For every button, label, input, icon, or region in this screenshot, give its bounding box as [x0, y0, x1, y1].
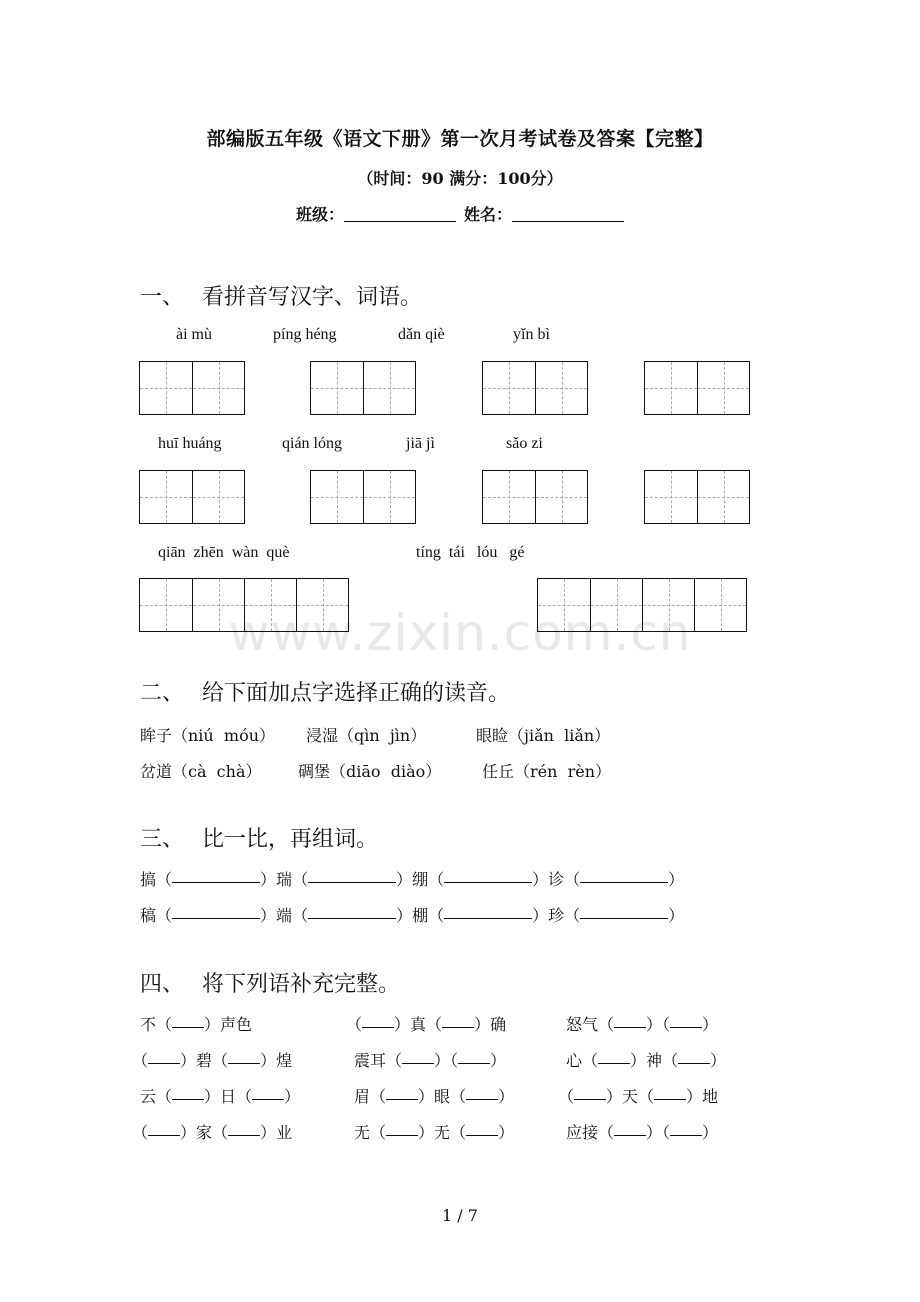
answer-blank[interactable] [362, 1027, 394, 1028]
grid-cell[interactable] [697, 471, 749, 523]
char: 确 [490, 1015, 507, 1034]
answer-blank[interactable] [386, 1099, 418, 1100]
grid-cell[interactable] [311, 471, 363, 523]
answer-blank[interactable] [654, 1099, 686, 1100]
grid-cell[interactable] [140, 579, 192, 631]
char: 眉 [354, 1087, 371, 1106]
char: 瑞 [276, 870, 293, 889]
answer-blank[interactable] [148, 1135, 180, 1136]
answer-blank[interactable] [466, 1099, 498, 1100]
grid-cell[interactable] [697, 362, 749, 414]
idiom-item: （ ）碧（ ）煌 [132, 1051, 293, 1070]
idiom-item: （ ）家（ ）业 [132, 1123, 293, 1142]
watermark: www.zixin.com.cn [228, 604, 692, 662]
class-blank[interactable] [344, 205, 456, 222]
pinyin: huī huáng [158, 435, 222, 452]
section-number: 四、 [140, 972, 185, 997]
char: 稿 [140, 906, 157, 925]
answer-blank[interactable] [252, 1099, 284, 1100]
char: 搞 [140, 870, 157, 889]
section-title: 给下面加点字选择正确的读音。 [202, 681, 511, 706]
answer-blank[interactable] [574, 1099, 606, 1100]
answer-blank[interactable] [678, 1063, 710, 1064]
answer-blank[interactable] [442, 1027, 474, 1028]
answer-blank[interactable] [580, 882, 668, 883]
page-number: 1 / 7 [442, 1206, 478, 1225]
answer-blank[interactable] [148, 1063, 180, 1064]
writing-grid[interactable] [310, 470, 416, 524]
grid-cell[interactable] [192, 471, 244, 523]
idiom-item: （ ）天（ ）地 [558, 1087, 719, 1106]
answer-blank[interactable] [614, 1135, 646, 1136]
char: 心 [566, 1051, 583, 1070]
writing-grid[interactable] [537, 578, 747, 632]
char: 无 [354, 1123, 371, 1142]
answer-blank[interactable] [670, 1135, 702, 1136]
section-title: 将下列语补充完整。 [202, 972, 401, 997]
grid-cell[interactable] [192, 362, 244, 414]
answer-blank[interactable] [402, 1063, 434, 1064]
pinyin: ài mù [176, 326, 212, 343]
answer-blank[interactable] [614, 1027, 646, 1028]
answer-blank[interactable] [444, 882, 532, 883]
idiom-item: 眉（ ）眼（ ） [354, 1087, 515, 1106]
pinyin: tíng tái lóu gé [416, 544, 525, 561]
section-title: 看拼音写汉字、词语。 [202, 285, 423, 310]
pinyin: jiā jì [406, 435, 435, 452]
writing-grid[interactable] [482, 470, 588, 524]
section-1-heading [140, 280, 422, 311]
grid-cell[interactable] [645, 362, 697, 414]
pinyin: píng héng [273, 326, 337, 343]
student-info-row [0, 202, 920, 225]
char: 真 [410, 1015, 427, 1034]
pinyin: sǎo zi [506, 435, 543, 452]
answer-blank[interactable] [308, 882, 396, 883]
answer-blank[interactable] [228, 1063, 260, 1064]
pinyin: yǐn bì [513, 326, 550, 343]
grid-cell[interactable] [642, 579, 694, 631]
grid-cell[interactable] [538, 579, 590, 631]
idiom-item: 云（ ）日（ ） [140, 1087, 301, 1106]
section-title: 比一比，再组词。 [202, 827, 379, 852]
char: 眼 [434, 1087, 451, 1106]
answer-blank[interactable] [172, 882, 260, 883]
writing-grid[interactable] [644, 361, 750, 415]
char: 震耳 [354, 1051, 387, 1070]
grid-cell[interactable] [192, 579, 244, 631]
grid-cell[interactable] [694, 579, 746, 631]
answer-blank[interactable] [172, 1027, 204, 1028]
char: 日 [220, 1087, 237, 1106]
class-label: 班级： [295, 205, 344, 224]
char: 怒气 [566, 1015, 599, 1034]
char: 业 [276, 1123, 293, 1142]
exam-info: （时间：90 满分：100分） [357, 169, 563, 188]
grid-cell[interactable] [483, 362, 535, 414]
reading-item: 碉堡（diāo diào） [298, 762, 442, 781]
answer-blank[interactable] [386, 1135, 418, 1136]
char: 天 [622, 1087, 639, 1106]
grid-cell[interactable] [483, 471, 535, 523]
answer-blank[interactable] [466, 1135, 498, 1136]
writing-grid[interactable] [139, 578, 349, 632]
grid-cell[interactable] [311, 362, 363, 414]
answer-blank[interactable] [228, 1135, 260, 1136]
char: 不 [140, 1015, 157, 1034]
char: 绷 [412, 870, 429, 889]
idiom-item: 震耳（ ）（ ） [354, 1051, 507, 1070]
pinyin: qiān zhēn wàn què [158, 544, 290, 561]
char: 端 [276, 906, 293, 925]
grid-cell[interactable] [535, 362, 587, 414]
answer-blank[interactable] [580, 918, 668, 919]
reading-item: 眸子（niú móu） [140, 726, 276, 745]
idiom-item: （ ）真（ ）确 [346, 1015, 507, 1034]
grid-cell[interactable] [363, 471, 415, 523]
char: 神 [646, 1051, 663, 1070]
reading-item: 岔道（cà chà） [140, 762, 262, 781]
section-2-heading [140, 676, 510, 707]
idiom-item: 怒气（ ）（ ） [566, 1015, 719, 1034]
char: 声色 [220, 1015, 253, 1034]
grid-cell[interactable] [244, 579, 296, 631]
char: 珍 [548, 906, 565, 925]
page-title: 部编版五年级《语文下册》第一次月考试卷及答案【完整】 [206, 128, 714, 150]
answer-blank[interactable] [458, 1063, 490, 1064]
answer-blank[interactable] [598, 1063, 630, 1064]
writing-grid[interactable] [644, 470, 750, 524]
pinyin: qián lóng [282, 435, 342, 452]
section-number: 二、 [140, 681, 185, 706]
char: 地 [702, 1087, 719, 1106]
section-number: 一、 [140, 285, 185, 310]
char: 应接 [566, 1123, 599, 1142]
answer-blank[interactable] [308, 918, 396, 919]
section-4-heading [140, 967, 400, 998]
idiom-item: 心（ ）神（ ） [566, 1051, 727, 1070]
writing-grid[interactable] [482, 361, 588, 415]
reading-item: 眼睑（jiǎn liǎn） [476, 726, 611, 745]
idiom-item: 无（ ）无（ ） [354, 1123, 515, 1142]
char: 棚 [412, 906, 429, 925]
idiom-item: 不（ ）声色 [140, 1015, 253, 1034]
name-blank[interactable] [512, 205, 624, 222]
idiom-item: 应接（ ）（ ） [566, 1123, 719, 1142]
grid-cell[interactable] [363, 362, 415, 414]
writing-grid[interactable] [139, 361, 245, 415]
writing-grid[interactable] [139, 470, 245, 524]
char: 云 [140, 1087, 157, 1106]
compare-row: 稿（ ）端（ ）棚（ ）珍（ ） [140, 906, 685, 925]
pinyin: dǎn qiè [398, 326, 445, 343]
grid-cell[interactable] [296, 579, 348, 631]
answer-blank[interactable] [172, 1099, 204, 1100]
reading-item: 任丘（rén rèn） [482, 762, 612, 781]
char: 无 [434, 1123, 451, 1142]
reading-item: 浸湿（qìn jìn） [306, 726, 427, 745]
compare-row: 搞（ ）瑞（ ）绷（ ）诊（ ） [140, 870, 685, 889]
char: 家 [196, 1123, 213, 1142]
answer-blank[interactable] [670, 1027, 702, 1028]
grid-cell[interactable] [535, 471, 587, 523]
char: 碧 [196, 1051, 213, 1070]
char: 煌 [276, 1051, 293, 1070]
grid-cell[interactable] [645, 471, 697, 523]
name-label: 姓名： [464, 205, 513, 224]
grid-cell[interactable] [590, 579, 642, 631]
grid-cell[interactable] [140, 362, 192, 414]
section-number: 三、 [140, 827, 185, 852]
writing-grid[interactable] [310, 361, 416, 415]
section-3-heading [140, 822, 378, 853]
answer-blank[interactable] [444, 918, 532, 919]
char: 诊 [548, 870, 565, 889]
grid-cell[interactable] [140, 471, 192, 523]
answer-blank[interactable] [172, 918, 260, 919]
